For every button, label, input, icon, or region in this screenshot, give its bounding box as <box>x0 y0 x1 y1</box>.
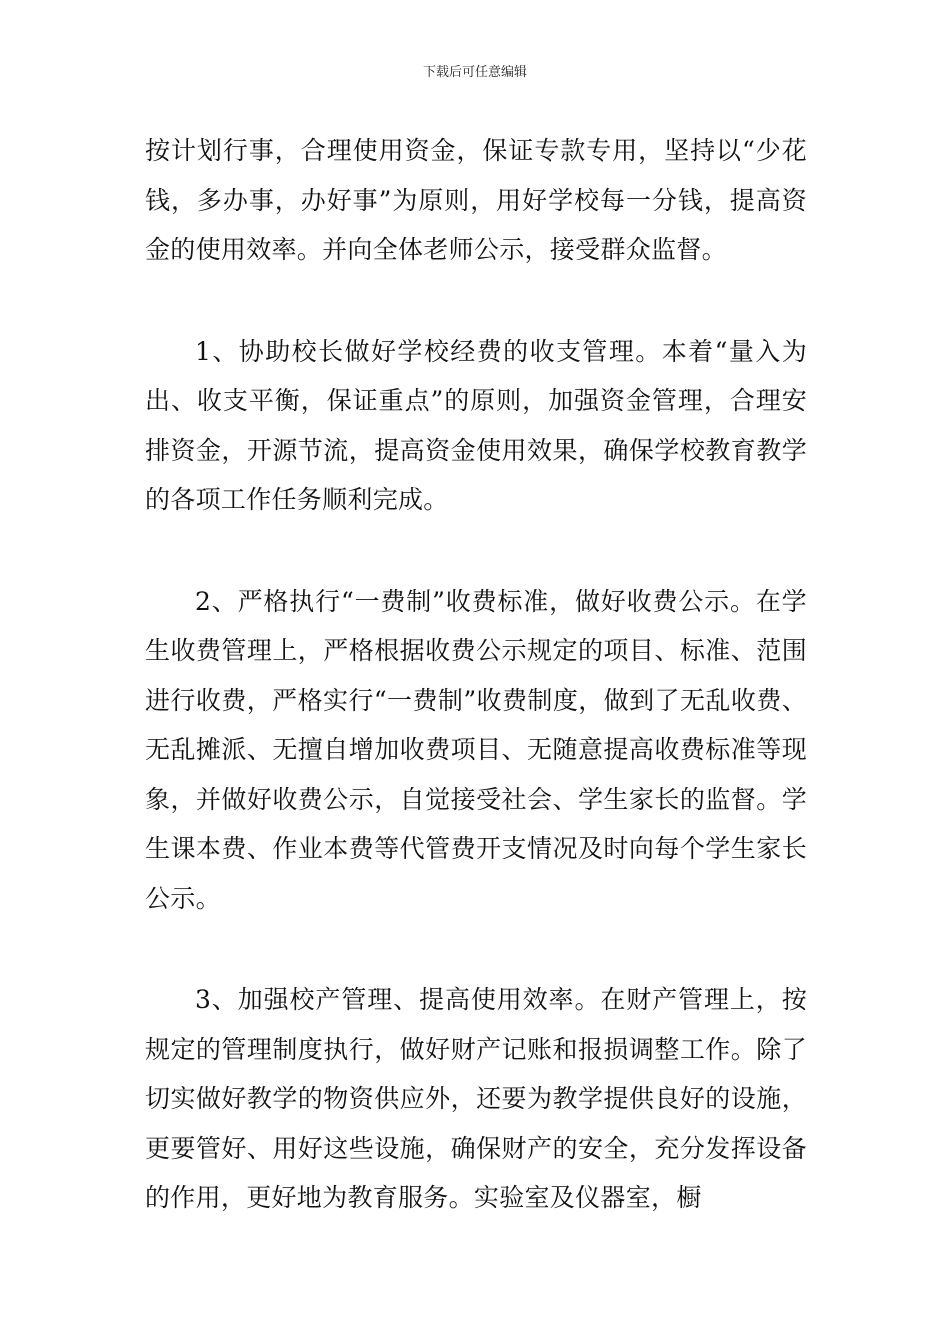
paragraph-item-1: 1、协助校长做好学校经费的收支管理。本着“量入为出、收支平衡，保证重点”的原则，加强资金管理，合理安排资金，开源节流，提高资金使用效果，确保学校教育教学的各项工作任务顺利完成。 <box>145 336 807 514</box>
paragraph-item-3: 3、加强校产管理、提高使用效率。在财产管理上，按规定的管理制度执行，做好财产记账和报损调整工作。除了切实做好教学的物资供应外，还要为教学提供良好的设施，更要管好、用好这些设施，确保财产的安全，充分发挥设备的作用，更好地为教育服务。实验室及仪器室，橱 <box>145 985 807 1212</box>
paragraph-item-2: 2、严格执行“一费制”收费标准，做好收费公示。在学生收费管理上，严格根据收费公示规定的项目、标准、范围进行收费，严格实行“一费制”收费制度，做到了无乱收费、无乱摊派、无擅自增加收费项目、无随意提高收费标准等现象，并做好收费公示，自觉接受社会、学生家长的监督。学生课本费、作业本费等代管费开支情况及时向每个学生家长公示。 <box>145 586 807 913</box>
document-body <box>145 126 807 1275</box>
paragraph-intro: 按计划行事，合理使用资金，保证专款专用，坚持以“少花钱，多办事，办好事”为原则，用好学校每一分钱，提高资金的使用效率。并向全体老师公示，接受群众监督。 <box>145 136 807 264</box>
page-header-note: 下载后可任意编辑 <box>422 65 527 80</box>
